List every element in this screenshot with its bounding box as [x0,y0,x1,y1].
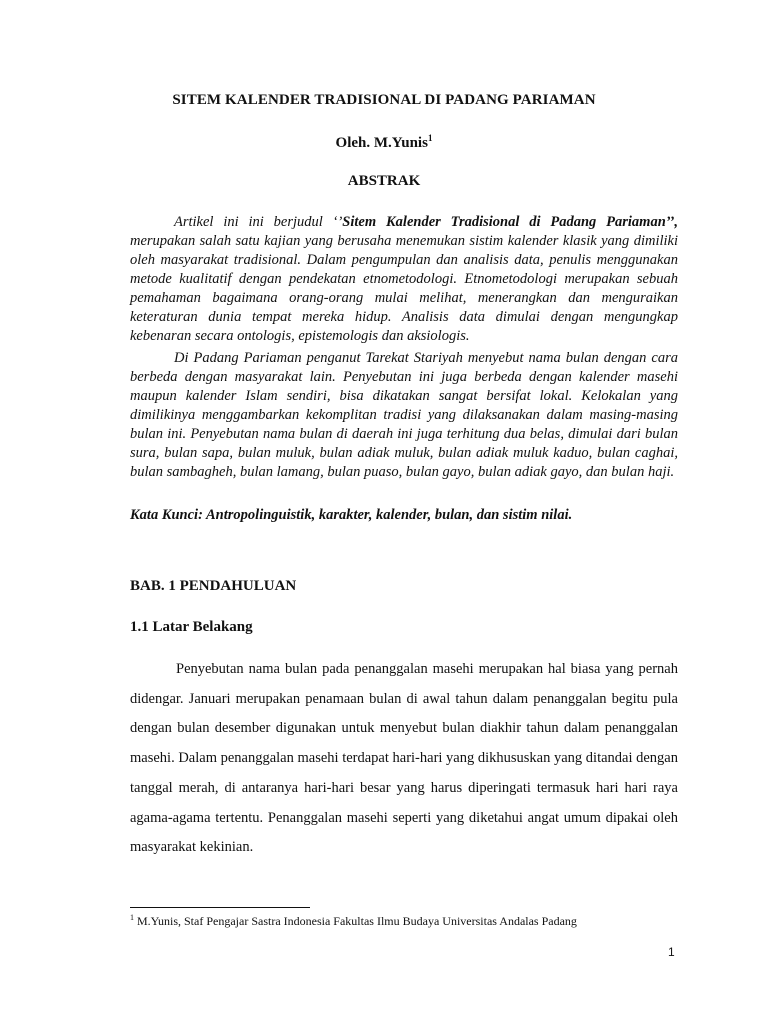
body-paragraph-1-text: Penyebutan nama bulan pada penanggalan masehi merupakan hal biasa yang pernah didengar. Januari merupakan penamaan bulan di awal tahun dalam penanggalan begitu pula dengan bulan desember digunakan untuk menyebut bulan diakhir tahun dalam penanggalan masehi. Dalam penanggalan masehi terdapat hari-hari yang dikhususkan yang ditandai dengan tanggal merah, di antaranya hari-hari besar yang harus diperingati termasuk hari hari raya agama-agama tertentu. Penanggalan masehi seperti yang diketahui angat umum dipakai oleh masyarakat kekinian. [130,661,678,856]
section-heading: 1.1 Latar Belakang [130,619,253,635]
footnote-text: M.Yunis, Staf Pengajar Sastra Indonesia Fakultas Ilmu Budaya Universitas Andalas Padang [134,914,577,928]
body-paragraph-1 [130,655,678,863]
abstract-paragraph-2-text: Di Padang Pariaman penganut Tarekat Stariyah menyebut nama bulan dengan cara berbeda dengan masyarakat lain. Penyebutan ini juga berbeda dengan kalender masehi maupun kalender Islam sendiri, bisa dikatakan sangat bersifat lokal. Kelokalan yang dimilikinya menggambarkan kekomplitan tradisi yang dilaksanakan dalam masing-masing bulan ini. Penyebutan nama bulan di daerah ini juga terhitung dua belas, dimulai dari bulan sura, bulan sapa, bulan muluk, bulan adiak muluk, bulan adiak muluk kaduo, bulan caghai, bulan sambagheh, bulan lamang, bulan puaso, bulan gayo, bulan adiak gayo, dan bulan haji. [130,350,678,480]
abstract-lead-text: Artikel ini ini berjudul ‘’ [174,214,343,230]
author-line [0,135,768,152]
footnote-mark: 1 [130,913,134,922]
abstract-paragraph-1 [130,213,678,346]
chapter-heading: BAB. 1 PENDAHULUAN [130,578,297,594]
page-number: 1 [668,945,675,959]
footnote [130,914,577,929]
paper-title: SITEM KALENDER TRADISIONAL DI PADANG PARIAMAN [172,92,596,108]
abstract-paragraph-2 [130,349,678,482]
keywords: Kata Kunci: Antropolinguistik, karakter, kalender, bulan, dan sistim nilai. [130,507,573,523]
author-name: Oleh. M.Yunis [335,135,428,151]
abstract-article-title: Sitem Kalender Tradisional di Padang Pariaman’’, [342,214,678,230]
abstract-rest-text: merupakan salah satu kajian yang berusaha menemukan sistim kalender klasik yang dimiliki oleh masyarakat tradisional. Dalam pengumpulan dan analisis data, penulis menggunakan metode kualitatif dengan pendekatan etnometodologi. Etnometodologi merupakan sebuah pemahaman bagaimana orang-orang mulai melihat, menerangkan dan menguraikan keteraturan dunia tempat mereka hidup. Analisis data dimulai dengan mengungkap kebenaran secara ontologis, epistemologis dan aksiologis. [130,233,678,344]
footnote-divider [130,907,310,908]
author-footnote-mark: 1 [427,133,433,143]
abstract-heading: ABSTRAK [347,173,421,189]
